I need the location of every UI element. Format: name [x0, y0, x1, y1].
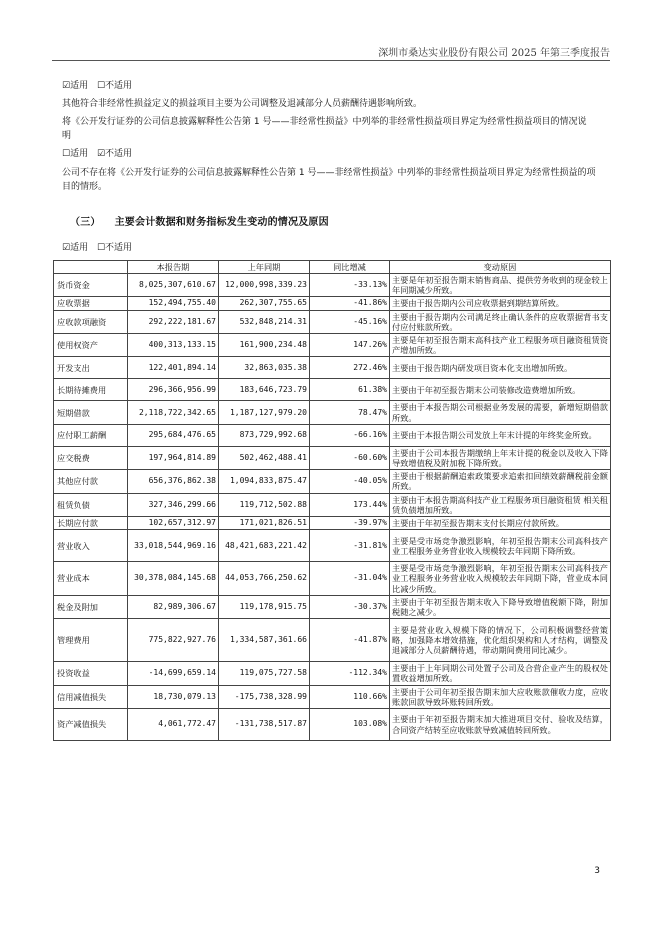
para-no-reclassification: 公司不存在将《公开发行证券的公司信息披露解释性公告第 1 号——非经常性损益》中列举的非经常性损益项目界定为经常性损益的项目的情形。 — [62, 168, 596, 192]
row-reason: 主要由于报告期内公司应收票据到期结算所致。 — [390, 297, 611, 310]
row-current-value: 102,657,312.97 — [128, 517, 219, 530]
row-item: 开发支出 — [54, 357, 128, 379]
row-change-percent: 103.08% — [310, 709, 390, 741]
row-reason: 主要由于本报告期公司发放上年末计提的年终奖金所致。 — [390, 424, 611, 446]
col-header-change: 同比增减 — [310, 261, 390, 274]
row-current-value: 197,964,814.89 — [128, 446, 219, 469]
row-change-percent: -112.34% — [310, 662, 390, 685]
row-item: 货币资金 — [54, 274, 128, 297]
row-reason: 主要由于年初至报告期末公司装修改造费增加所致。 — [390, 379, 611, 401]
options-row-2 — [62, 148, 132, 161]
row-item: 应收款项融资 — [54, 310, 128, 333]
table-row — [54, 424, 611, 446]
row-current-value: -14,699,659.14 — [128, 662, 219, 685]
applicable-checked: ☑适用 — [62, 81, 89, 91]
row-reason: 主要是受市场竞争激烈影响，年初至报告期末公司高科技产业工程服务业务营业收入规模较去年同期下降，营业成本同比减少所致。 — [390, 562, 611, 596]
row-current-value: 2,118,722,342.65 — [128, 401, 219, 424]
table-row — [54, 357, 611, 379]
row-prior-value: 1,187,127,979.20 — [219, 401, 310, 424]
col-header-prior: 上年同期 — [219, 261, 310, 274]
row-item: 应收票据 — [54, 297, 128, 310]
row-current-value: 292,222,181.67 — [128, 310, 219, 333]
row-item: 租赁负债 — [54, 493, 128, 516]
row-prior-value: 183,646,723.79 — [219, 379, 310, 401]
para-nonrecurring-other: 其他符合非经常性损益定义的损益项目主要为公司调整及退减部分人员薪酬待遇影响所致。 — [62, 99, 423, 109]
table-row — [54, 446, 611, 469]
row-change-percent: -40.05% — [310, 470, 390, 493]
table-row — [54, 274, 611, 297]
not-applicable-unchecked: ☐不适用 — [96, 81, 133, 91]
row-item: 应付职工薪酬 — [54, 424, 128, 446]
row-change-percent: -31.04% — [310, 562, 390, 596]
row-reason: 主要由于报告期内研发项目资本化支出增加所致。 — [390, 357, 611, 379]
row-reason: 主要由于本报告期公司根据业务发展的需要，新增短期借款所致。 — [390, 401, 611, 424]
options-row-1 — [62, 80, 132, 93]
table-row — [54, 379, 611, 401]
row-reason: 主要由于公司本报告期缴纳上年末计提的税金以及收入下降导致增值税及附加税下降所致。 — [390, 446, 611, 469]
row-change-percent: -30.37% — [310, 595, 390, 618]
table-row — [54, 334, 611, 357]
row-current-value: 18,730,079.13 — [128, 685, 219, 708]
row-change-percent: -41.86% — [310, 297, 390, 310]
row-prior-value: 1,334,587,361.66 — [219, 619, 310, 662]
row-prior-value: -175,738,328.99 — [219, 685, 310, 708]
row-change-percent: 78.47% — [310, 401, 390, 424]
row-current-value: 296,366,956.99 — [128, 379, 219, 401]
table-row — [54, 595, 611, 618]
row-item: 资产减值损失 — [54, 709, 128, 741]
row-change-percent: -45.16% — [310, 310, 390, 333]
table-row — [54, 685, 611, 708]
row-prior-value: 1,094,833,875.47 — [219, 470, 310, 493]
row-current-value: 775,822,927.76 — [128, 619, 219, 662]
section-heading: 主要会计数据和财务指标发生变动的情况及原因 — [114, 217, 329, 228]
row-change-percent: -31.81% — [310, 530, 390, 562]
row-reason: 主要是受市场竞争激烈影响，年初至报告期末公司高科技产业工程服务业务营业收入规模较去年同期下降所致。 — [390, 530, 611, 562]
row-item: 其他应付款 — [54, 470, 128, 493]
options-row-3 — [62, 242, 132, 255]
row-reason: 主要由于公司年初至报告期末加大应收账款催收力度，应收账款回款导致坏账转回所致。 — [390, 685, 611, 708]
table-row — [54, 310, 611, 333]
table-row — [54, 493, 611, 516]
row-item: 使用权资产 — [54, 334, 128, 357]
row-reason: 主要由于报告期内公司满足终止确认条件的应收票据背书支付应付账款所致。 — [390, 310, 611, 333]
row-prior-value: 32,863,035.38 — [219, 357, 310, 379]
row-change-percent: 173.44% — [310, 493, 390, 516]
table-row — [54, 709, 611, 741]
row-reason: 主要由于年初至报告期末支付长期应付款所致。 — [390, 517, 611, 530]
row-change-percent: 272.46% — [310, 357, 390, 379]
row-reason: 主要由于年初至报告期末加大推进项目交付、验收及结算，合同资产结转至应收账款导致减值转回所致。 — [390, 709, 611, 741]
header-rule — [52, 60, 610, 61]
row-change-percent: -33.13% — [310, 274, 390, 297]
row-current-value: 30,378,084,145.68 — [128, 562, 219, 596]
row-current-value: 295,684,476.65 — [128, 424, 219, 446]
row-reason: 主要由于上年同期公司处置子公司及合营企业产生的股权处置收益增加所致。 — [390, 662, 611, 685]
row-change-percent: -39.97% — [310, 517, 390, 530]
row-current-value: 656,376,862.38 — [128, 470, 219, 493]
row-reason: 主要是年初至报告期末高科技产业工程服务项目融资租赁资产增加所致。 — [390, 334, 611, 357]
row-change-percent: 110.66% — [310, 685, 390, 708]
table-row — [54, 619, 611, 662]
row-prior-value: 48,421,683,221.42 — [219, 530, 310, 562]
row-prior-value: -131,738,517.87 — [219, 709, 310, 741]
table-row — [54, 401, 611, 424]
col-header-reason: 变动原因 — [390, 261, 611, 274]
row-current-value: 122,401,894.14 — [128, 357, 219, 379]
row-item: 税金及附加 — [54, 595, 128, 618]
col-header-current: 本报告期 — [128, 261, 219, 274]
row-current-value: 82,989,306.67 — [128, 595, 219, 618]
row-current-value: 327,346,299.66 — [128, 493, 219, 516]
para-reclassification-title: 将《公开发行证券的公司信息披露解释性公告第 1 号——非经常性损益》中列举的非经常性损益项目界定为经常性损益项目的情况说明 — [62, 117, 587, 141]
section-number: （三） — [70, 217, 101, 228]
row-prior-value: 171,021,826.51 — [219, 517, 310, 530]
row-current-value: 152,494,755.40 — [128, 297, 219, 310]
row-prior-value: 532,848,214.31 — [219, 310, 310, 333]
row-prior-value: 873,729,992.68 — [219, 424, 310, 446]
not-applicable-checked: ☑不适用 — [96, 149, 133, 159]
table-row — [54, 530, 611, 562]
financial-changes-table — [53, 260, 611, 741]
row-change-percent: 147.26% — [310, 334, 390, 357]
row-item: 营业收入 — [54, 530, 128, 562]
row-current-value: 33,018,544,969.16 — [128, 530, 219, 562]
row-prior-value: 262,307,755.65 — [219, 297, 310, 310]
row-prior-value: 119,075,727.58 — [219, 662, 310, 685]
row-item: 长期应付款 — [54, 517, 128, 530]
row-prior-value: 119,178,915.75 — [219, 595, 310, 618]
row-item: 信用减值损失 — [54, 685, 128, 708]
row-current-value: 400,313,133.15 — [128, 334, 219, 357]
row-change-percent: -41.87% — [310, 619, 390, 662]
row-prior-value: 161,900,234.48 — [219, 334, 310, 357]
row-reason: 主要由于根据薪酬追索政策要求追索扣回绩效薪酬税前金额所致。 — [390, 470, 611, 493]
row-item: 管理费用 — [54, 619, 128, 662]
table-row — [54, 517, 611, 530]
table-row — [54, 662, 611, 685]
table-row — [54, 470, 611, 493]
row-reason: 主要由于年初至报告期末收入下降导致增值税额下降，附加税随之减少。 — [390, 595, 611, 618]
row-prior-value: 119,712,502.88 — [219, 493, 310, 516]
row-prior-value: 502,462,488.41 — [219, 446, 310, 469]
row-change-percent: -66.16% — [310, 424, 390, 446]
table-row — [54, 297, 611, 310]
row-reason: 主要是年初至报告期末销售商品、提供劳务收到的现金较上年同期减少所致。 — [390, 274, 611, 297]
row-prior-value: 44,053,766,250.62 — [219, 562, 310, 596]
row-item: 长期待摊费用 — [54, 379, 128, 401]
row-current-value: 4,061,772.47 — [128, 709, 219, 741]
page-header: 深圳市桑达实业股份有限公司 2025 年第三季度报告 — [378, 48, 610, 59]
section-title — [70, 213, 329, 228]
row-reason: 主要由于本报告期高科技产业工程服务项目融资租赁 相关租赁负债增加所致。 — [390, 493, 611, 516]
table-header-row — [54, 261, 611, 274]
row-item: 应交税费 — [54, 446, 128, 469]
row-change-percent: -60.60% — [310, 446, 390, 469]
col-header-item — [54, 261, 128, 274]
row-current-value: 8,025,307,610.67 — [128, 274, 219, 297]
row-prior-value: 12,000,998,339.23 — [219, 274, 310, 297]
row-reason: 主要是营业收入规模下降的情况下，公司积极调整经营策略，加强降本增效措施，优化组织架构和人才结构，调整及退减部分人员薪酬待遇，带动期间费用同比减少。 — [390, 619, 611, 662]
applicable-checked: ☑适用 — [62, 243, 89, 253]
not-applicable-unchecked: ☐不适用 — [96, 243, 133, 253]
page-number: 3 — [594, 866, 600, 876]
applicable-unchecked: ☐适用 — [62, 149, 89, 159]
row-item: 短期借款 — [54, 401, 128, 424]
row-item: 营业成本 — [54, 562, 128, 596]
table-row — [54, 562, 611, 596]
row-change-percent: 61.38% — [310, 379, 390, 401]
row-item: 投资收益 — [54, 662, 128, 685]
